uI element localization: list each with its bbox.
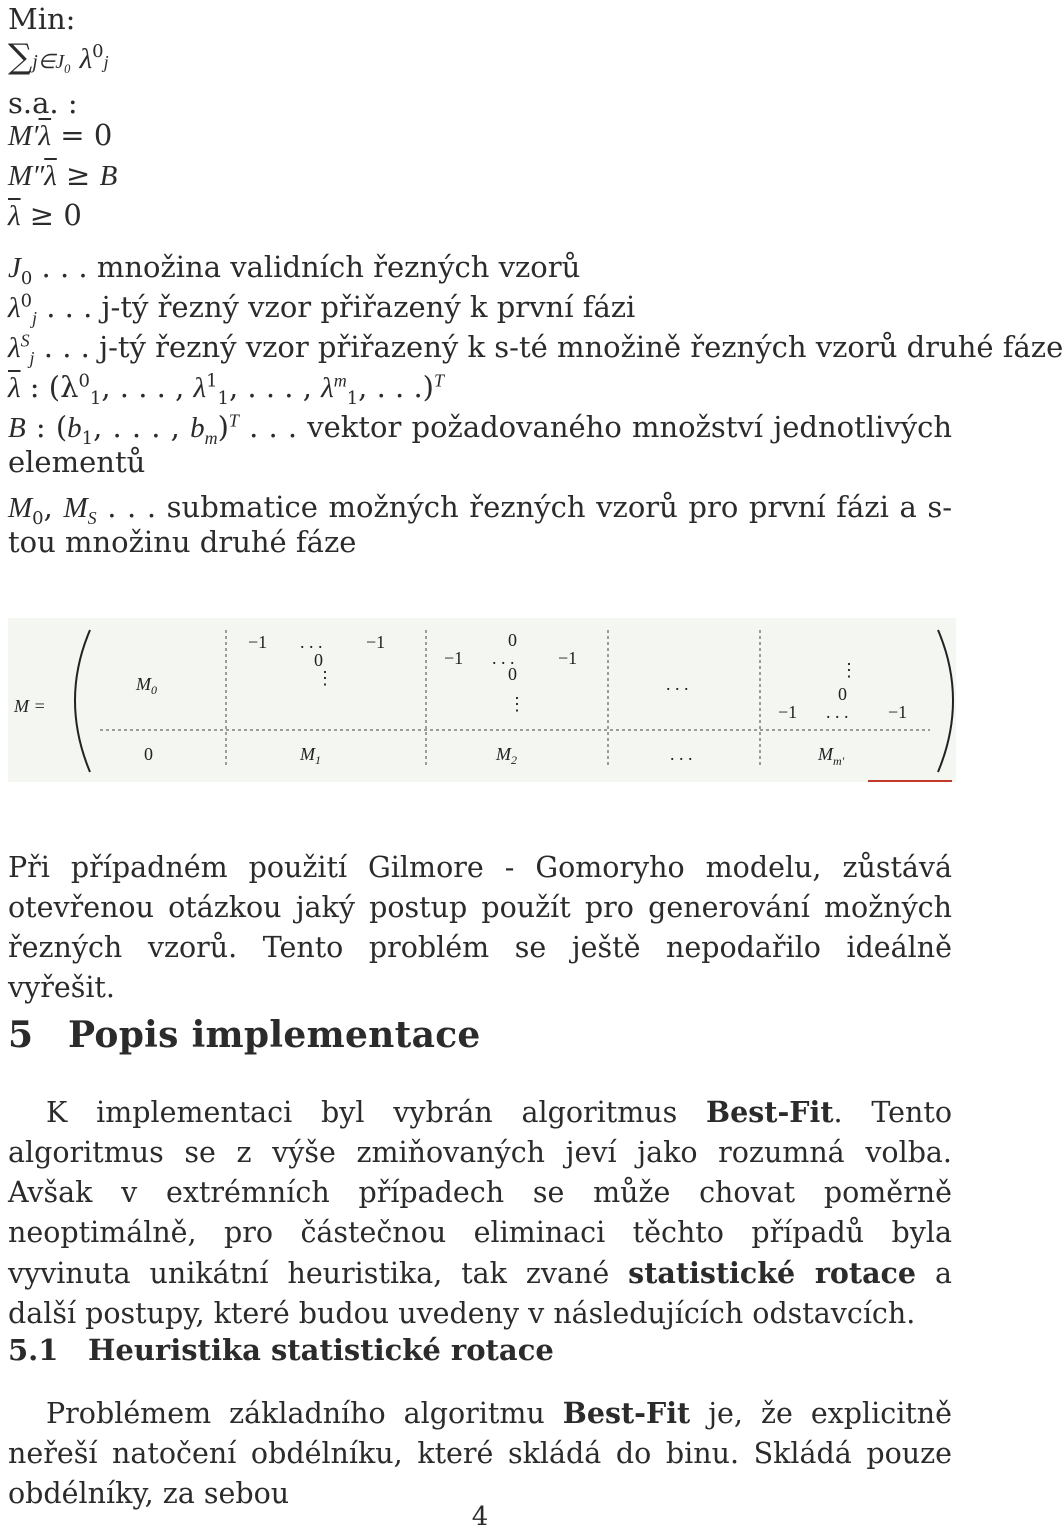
def-lambda0: $\lambda^0_j$ . . . j-tý řezný vzor přiřazený k první fázi	[8, 290, 636, 328]
b1-zero: 0	[314, 650, 323, 670]
section-5-1-heading	[8, 1333, 554, 1367]
constraint-3: $\overline{\lambda} \ge 0$	[8, 198, 82, 232]
bottom-dots: . . .	[670, 744, 693, 764]
subsection-number: 5.1	[8, 1333, 59, 1367]
b1-vdots: ⋮	[316, 668, 334, 688]
block-matrix-svg	[8, 618, 956, 782]
left-paren	[75, 630, 90, 772]
b2-zero-top: 0	[508, 630, 517, 650]
page-number: 4	[471, 1502, 489, 1532]
section-title: Popis implementace	[68, 1014, 481, 1056]
b4-vdots: ⋮	[840, 660, 858, 680]
b4-zero: 0	[838, 684, 847, 704]
b3-dots: . . .	[666, 674, 689, 694]
constraint-1: $M'\overline{\lambda} = 0$	[8, 118, 113, 152]
b4-minus-one-a: −1	[778, 702, 798, 722]
b2-minus-one-a: −1	[444, 648, 464, 668]
st-label: s.a. :	[8, 86, 78, 120]
bottom-m2: $M_2$	[496, 744, 517, 767]
paragraph-heuristic: Problémem základního algoritmu Best-Fit je, že explicitně neřeší natočení obdélníku, které skládá do binu. Skládá pouze obdélníky, za sebou	[8, 1396, 952, 1510]
def-m-submatrices: $M_0$, $M_S$ . . . submatice možných řezných vzorů pro první fázi a s-tou množinu druhé fáze	[8, 490, 953, 559]
bottom-m1: $M_1$	[300, 744, 321, 767]
def-b-vector: B : ($b_1$, . . . , $b_m)^T$ . . . vektor požadovaného množství jednotlivých elementů	[8, 410, 952, 479]
b2-dots: . . .	[492, 648, 515, 668]
min-label: Min:	[8, 2, 76, 36]
block-matrix-figure	[8, 618, 956, 782]
b2-minus-one-b: −1	[558, 648, 578, 668]
subsection-title: Heuristika statistické rotace	[88, 1333, 554, 1367]
section-number: 5	[8, 1014, 34, 1056]
block-m0: $M_0$	[136, 674, 157, 697]
section-5-heading	[8, 1014, 481, 1056]
paragraph-implementation: K implementaci byl vybrán algoritmus Best-Fit. Tento algoritmus se z výše zmiňovaných jeví jako rozumná volba. Avšak v extrémních případech se může chovat poměrně neoptimálně, pro částečnou eliminaci těchto případů byla vyvinuta unikátní heuristika, tak zvané statistické rotace a další postupy, které budou uvedeny v následujících odstavcích.	[8, 1095, 953, 1330]
constraint-2: $M''\overline{\lambda} \ge B$	[8, 158, 118, 192]
b1-minus-one-b: −1	[366, 632, 386, 652]
bottom-mm: $M_{m'}$	[818, 744, 845, 768]
b2-zero-mid: 0	[508, 664, 517, 684]
paragraph-gilmore: Při případném použití Gilmore - Gomoryho modelu, zůstává otevřenou otázkou jaký postup použít pro generování možných řezných vzorů. Tento problém se ještě nepodařilo ideálně vyřešit.	[8, 851, 952, 1004]
def-lambdaS: $\lambda^S_j$ . . . j-tý řezný vzor přiřazený k s-té množině řezných vzorů druhé fáze	[8, 330, 1063, 368]
right-paren	[938, 630, 953, 772]
def-lambda-vector: $\overline{\lambda}$ : ($\lambda^0_1$, . . . , $\lambda^1_1$, . . . , $\lambda^m_1$, . . .)$^T$	[8, 370, 444, 409]
b4-minus-one-b: −1	[888, 702, 908, 722]
def-j0: $J_0$ . . . množina validních řezných vzorů	[8, 250, 581, 289]
b4-dots: . . .	[826, 702, 849, 722]
red-underline	[868, 780, 952, 782]
b1-dots: . . .	[300, 632, 323, 652]
b1-minus-one-a: −1	[248, 632, 268, 652]
matrix-lhs: M =	[14, 696, 46, 716]
objective-sum: $\sum j\in J_0$ $\lambda^0j$	[8, 37, 109, 77]
b2-vdots: ⋮	[508, 694, 526, 714]
bottom-zero: 0	[144, 744, 153, 764]
